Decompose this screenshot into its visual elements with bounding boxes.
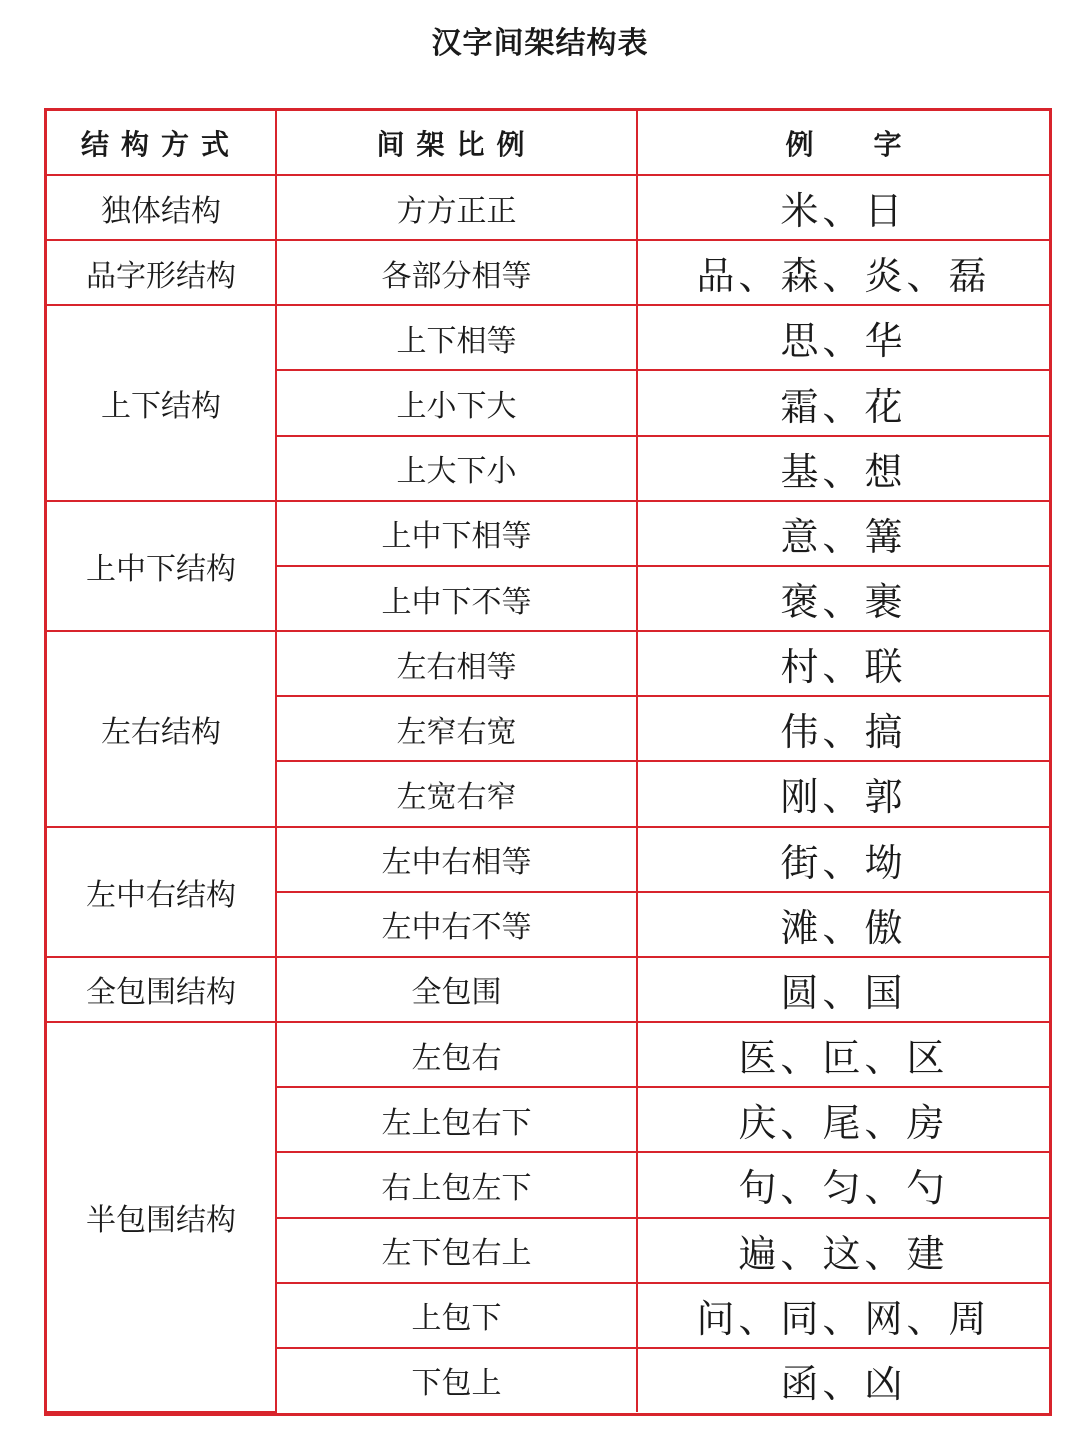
structure-type-cell: 上下结构	[47, 305, 276, 500]
proportion-cell: 各部分相等	[276, 240, 637, 305]
examples-cell: 函、凶	[637, 1348, 1049, 1412]
proportion-cell: 上小下大	[276, 370, 637, 435]
proportion-cell: 左宽右窄	[276, 761, 637, 826]
proportion-cell: 左窄右宽	[276, 696, 637, 761]
header-proportion: 间架比例	[276, 111, 637, 175]
examples-cell: 滩、傲	[637, 892, 1049, 957]
examples-cell: 刚、郭	[637, 761, 1049, 826]
structure-type-cell: 左中右结构	[47, 827, 276, 957]
structure-type-cell: 品字形结构	[47, 240, 276, 305]
proportion-cell: 上中下相等	[276, 501, 637, 566]
examples-cell: 品、森、炎、磊	[637, 240, 1049, 305]
proportion-cell: 左中右不等	[276, 892, 637, 957]
table-header	[47, 111, 1049, 175]
examples-cell: 问、同、网、周	[637, 1283, 1049, 1348]
structure-table	[47, 111, 1049, 1413]
proportion-cell: 上下相等	[276, 305, 637, 370]
table-row	[47, 175, 1049, 240]
table-row	[47, 827, 1049, 892]
examples-cell: 思、华	[637, 305, 1049, 370]
examples-cell: 医、叵、区	[637, 1022, 1049, 1087]
header-row	[47, 111, 1049, 175]
proportion-cell: 右上包左下	[276, 1152, 637, 1217]
table-row	[47, 501, 1049, 566]
proportion-cell: 左上包右下	[276, 1087, 637, 1152]
examples-cell: 街、坳	[637, 827, 1049, 892]
structure-table-frame	[44, 108, 1052, 1416]
proportion-cell: 全包围	[276, 957, 637, 1022]
examples-cell: 句、匀、勺	[637, 1152, 1049, 1217]
table-row	[47, 305, 1049, 370]
header-examples: 例字	[637, 111, 1049, 175]
examples-cell: 遍、这、建	[637, 1218, 1049, 1283]
page-title: 汉字间架结构表	[431, 26, 649, 61]
examples-cell: 米、日	[637, 175, 1049, 240]
table-row	[47, 631, 1049, 696]
table-body	[47, 175, 1049, 1412]
examples-cell: 伟、搞	[637, 696, 1049, 761]
proportion-cell: 上包下	[276, 1283, 637, 1348]
table-row	[47, 957, 1049, 1022]
table-row	[47, 240, 1049, 305]
proportion-cell: 下包上	[276, 1348, 637, 1412]
structure-type-cell: 半包围结构	[47, 1022, 276, 1412]
structure-type-cell: 独体结构	[47, 175, 276, 240]
table-row	[47, 1022, 1049, 1087]
header-structure-type: 结构方式	[47, 111, 276, 175]
examples-cell: 基、想	[637, 436, 1049, 501]
proportion-cell: 方方正正	[276, 175, 637, 240]
structure-type-cell: 全包围结构	[47, 957, 276, 1022]
proportion-cell: 左包右	[276, 1022, 637, 1087]
examples-cell: 圆、国	[637, 957, 1049, 1022]
proportion-cell: 左中右相等	[276, 827, 637, 892]
structure-type-cell: 上中下结构	[47, 501, 276, 631]
structure-type-cell: 左右结构	[47, 631, 276, 826]
proportion-cell: 左右相等	[276, 631, 637, 696]
examples-cell: 村、联	[637, 631, 1049, 696]
examples-cell: 庆、尾、房	[637, 1087, 1049, 1152]
examples-cell: 霜、花	[637, 370, 1049, 435]
proportion-cell: 上大下小	[276, 436, 637, 501]
examples-cell: 褒、裹	[637, 566, 1049, 631]
examples-cell: 意、篝	[637, 501, 1049, 566]
proportion-cell: 上中下不等	[276, 566, 637, 631]
proportion-cell: 左下包右上	[276, 1218, 637, 1283]
